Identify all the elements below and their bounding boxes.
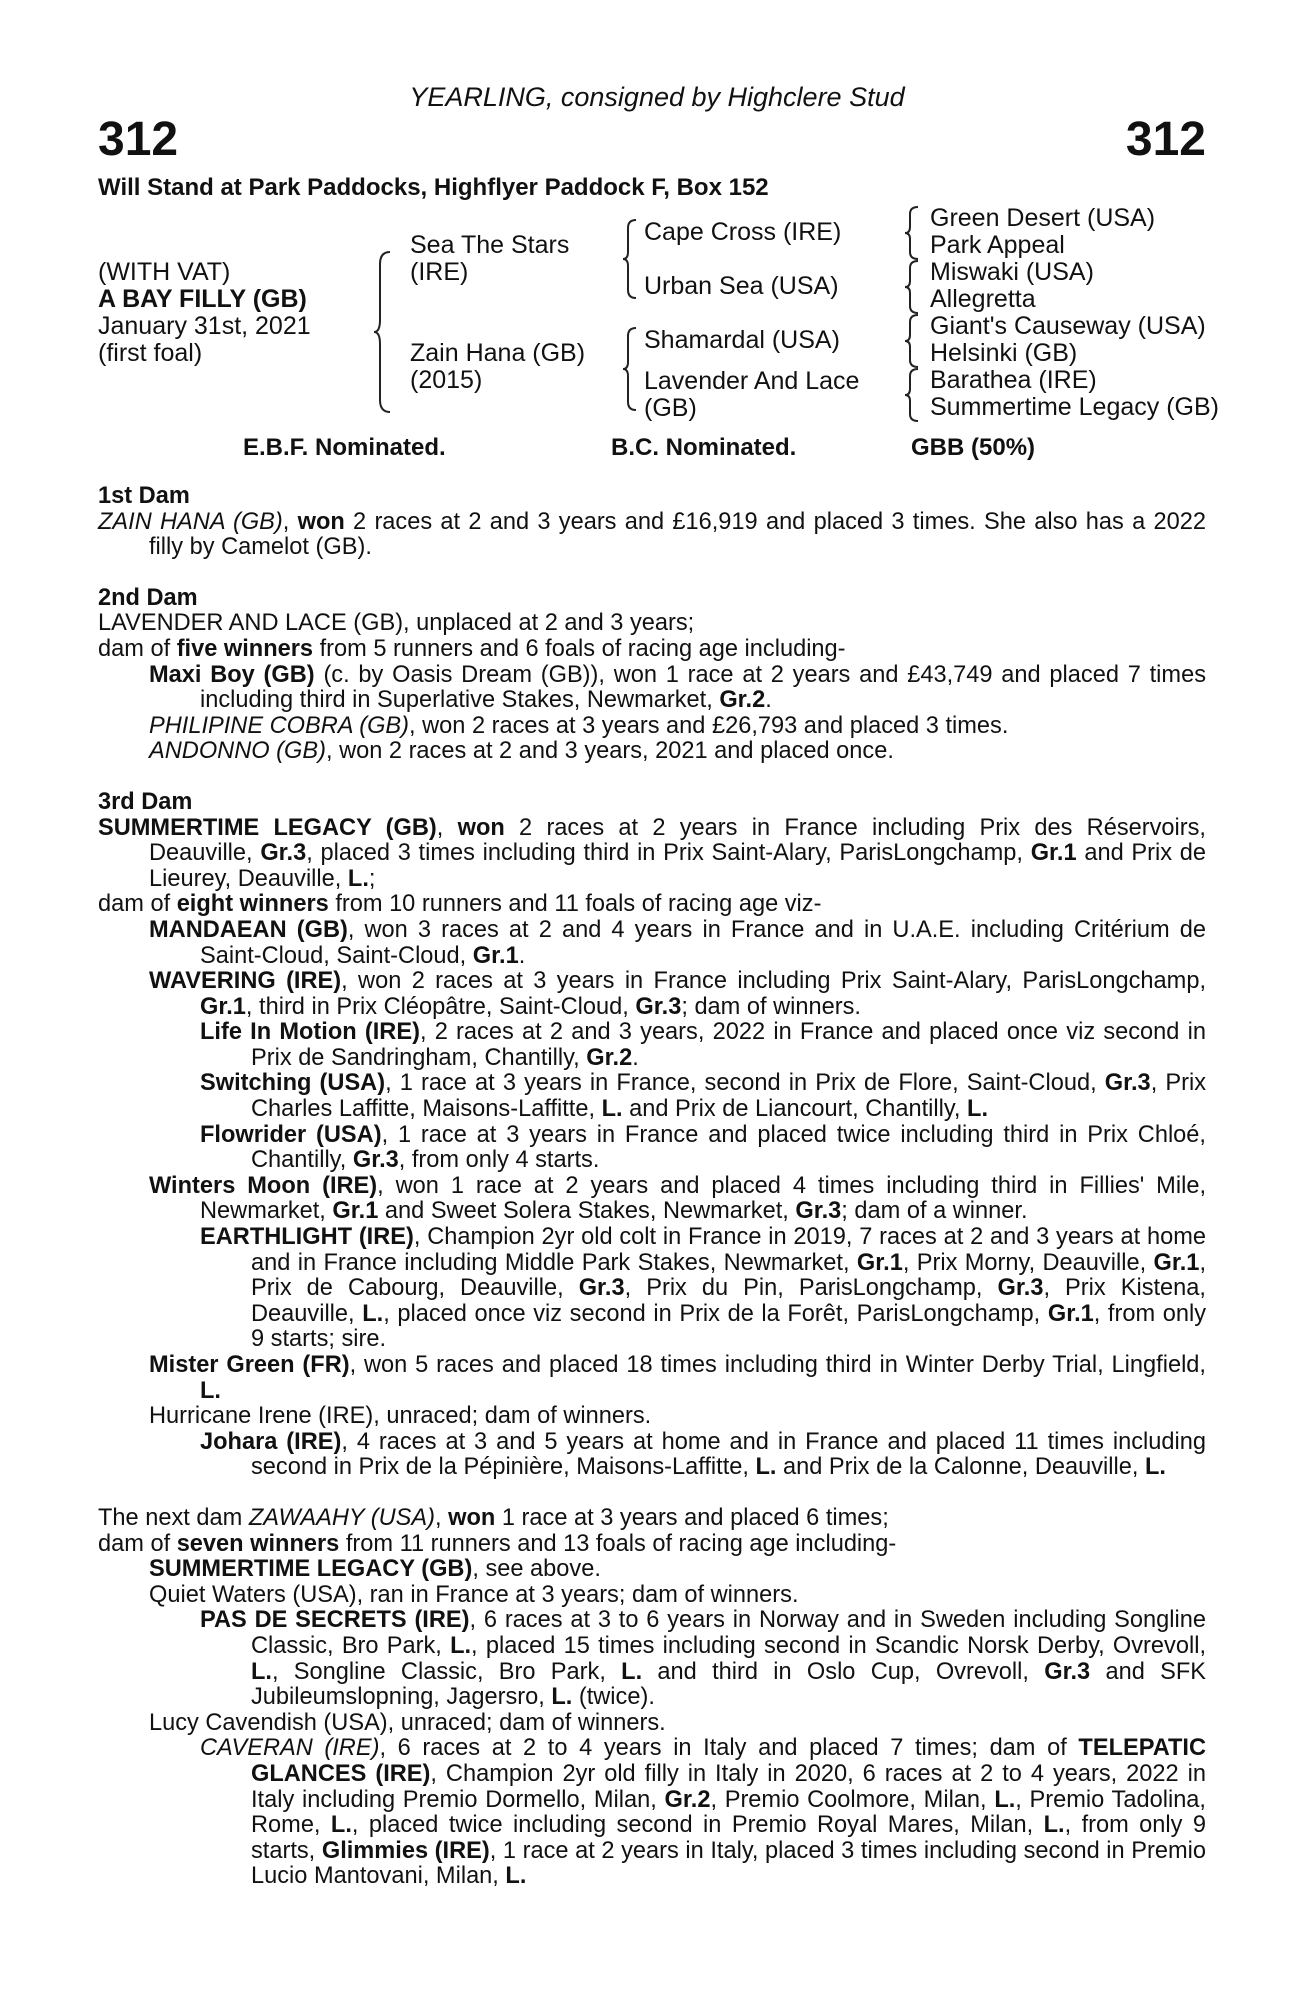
dam-name: Zain Hana (GB) — [410, 339, 586, 367]
second-dam-heading: 2nd Dam — [98, 584, 198, 611]
horse-note: (first foal) — [98, 339, 203, 367]
progeny-mandaean: MANDAEAN (GB), won 3 races at 2 and 4 years in France and in U.A.E. including Critérium de Saint-Cloud, Saint-Cloud, Gr.1. — [149, 916, 1206, 969]
dam-dam-line1: Lavender And Lace — [644, 367, 860, 395]
brace-ds — [904, 313, 920, 369]
first-dam-entry: ZAIN HANA (GB), won 2 races at 2 and 3 years and £16,919 and placed 3 times. She also has a 2022 filly by Camelot (GB). — [98, 508, 1206, 561]
third-dam-entry: SUMMERTIME LEGACY (GB), won 2 races at 2 years in France including Prix des Réservoirs, Deauville, Gr.3, placed 3 times including third in Prix Saint-Alary, ParisLongchamp, Gr.1 and Prix de Lieurey, Deauville, L.; — [98, 814, 1206, 892]
progeny-maxi-boy: Maxi Boy (GB) (c. by Oasis Dream (GB)), won 1 race at 2 years and £43,749 and placed 7 times including third in Superlative Stakes, Newmarket, Gr.2. — [149, 661, 1206, 714]
consignor-line: YEARLING, consigned by Highclere Stud — [409, 82, 905, 112]
gen3-sds: Miswaki (USA) — [930, 258, 1094, 286]
stand-location: Will Stand at Park Paddocks, Highflyer Paddock F, Box 152 — [98, 174, 769, 201]
gen3-ssd: Park Appeal — [930, 231, 1065, 259]
progeny-mister-green: Mister Green (FR), won 5 races and placed 18 times including third in Winter Derby Trial, Lingfield, L. — [149, 1352, 1206, 1404]
sire-brace — [622, 218, 638, 300]
brace-sd — [904, 259, 920, 315]
progeny-lucy-cavendish: Lucy Cavendish (USA), unraced; dam of winners. — [149, 1709, 666, 1736]
gen3-sdd: Allegretta — [930, 285, 1036, 313]
first-dam-heading: 1st Dam — [98, 483, 190, 509]
progeny-andonno: ANDONNO (GB), won 2 races at 2 and 3 years, 2021 and placed once. — [149, 738, 894, 765]
progeny-summertime-legacy: SUMMERTIME LEGACY (GB), see above. — [149, 1556, 601, 1583]
second-dam-produce: dam of five winners from 5 runners and 6 foals of racing age including- — [98, 635, 846, 662]
progeny-hurricane-irene: Hurricane Irene (IRE), unraced; dam of winners. — [149, 1403, 652, 1430]
lot-number-left: 312 — [98, 113, 179, 166]
gbb-rating: GBB (50%) — [911, 434, 1036, 461]
dam-year: (2015) — [410, 366, 483, 394]
gen3-ddd: Summertime Legacy (GB) — [930, 393, 1219, 421]
gen3-dss: Giant's Causeway (USA) — [930, 312, 1206, 340]
brace-dd — [904, 367, 920, 423]
gen3-dsd: Helsinki (GB) — [930, 339, 1078, 367]
catalogue-body — [98, 484, 1206, 1890]
progeny-flowrider: Flowrider (USA), 1 race at 3 years in France and placed twice including third in Prix Chloé, Chantilly, Gr.3, from only 4 starts. — [200, 1121, 1206, 1174]
sire-name: Sea The Stars — [410, 231, 570, 259]
sire-dam: Urban Sea (USA) — [644, 272, 839, 300]
progeny-caveran: CAVERAN (IRE), 6 races at 2 to 4 years in Italy and placed 7 times; dam of TELEPATIC GLANCES (IRE), Champion 2yr old filly in Italy in 2020, 6 races at 2 to 4 years, 2022 in Italy including Premio Dormello, Milan, Gr.2, Premio Coolmore, Milan, L., Premio Tadolina, Rome, L., placed twice including second in Premio Royal Mares, Milan, L., from only 9 starts, Glimmies (IRE), 1 race at 2 years in Italy, placed 3 times including second in Premio Lucio Mantovani, Milan, L. — [200, 1735, 1207, 1890]
sire-origin: (IRE) — [410, 258, 469, 286]
progeny-quiet-waters: Quiet Waters (USA), ran in France at 3 years; dam of winners. — [149, 1581, 799, 1608]
progeny-earthlight: EARTHLIGHT (IRE), Champion 2yr old colt in France in 2019, 7 races at 2 and 3 years at home and in France including Middle Park Stakes, Newmarket, Gr.1, Prix Morny, Deauville, Gr.1, Prix de Cabourg, Deauville, Gr.3, Prix du Pin, ParisLongchamp, Gr.3, Prix Kistena, Deauville, L., placed once viz second in Prix de la Forêt, ParisLongchamp, Gr.1, from only 9 starts; sire. — [200, 1224, 1207, 1353]
gen3-dds: Barathea (IRE) — [930, 366, 1097, 394]
progeny-philipine-cobra: PHILIPINE COBRA (GB), won 2 races at 3 years and £26,793 and placed 3 times. — [149, 712, 1009, 739]
ebf-nomination: E.B.F. Nominated. — [243, 434, 446, 461]
dam-brace — [622, 326, 638, 412]
progeny-winters-moon: Winters Moon (IRE), won 1 race at 2 years and placed 4 times including third in Fillies' Mile, Newmarket, Gr.1 and Sweet Solera Stakes, Newmarket, Gr.3; dam of a winner. — [149, 1172, 1206, 1225]
third-dam-heading: 3rd Dam — [98, 788, 193, 815]
horse-name: A BAY FILLY (GB) — [98, 285, 307, 313]
sire-sire: Cape Cross (IRE) — [644, 218, 842, 246]
dam-dam-line2: (GB) — [644, 394, 697, 422]
bc-nomination: B.C. Nominated. — [611, 434, 797, 461]
brace-ss — [904, 205, 920, 261]
next-dam-produce: dam of seven winners from 11 runners and 13 foals of racing age including- — [98, 1530, 897, 1557]
progeny-wavering: WAVERING (IRE), won 2 races at 3 years in France including Prix Saint-Alary, ParisLongchamp, Gr.1, third in Prix Cléopâtre, Saint-Cloud, Gr.3; dam of winners. — [149, 968, 1206, 1020]
progeny-pas-de-secrets: PAS DE SECRETS (IRE), 6 races at 3 to 6 years in Norway and in Sweden including Songline Classic, Bro Park, L., placed 15 times including second in Scandic Norsk Derby, Ovrevoll, L., Songline Classic, Bro Park, L. and third in Oslo Cup, Ovrevoll, Gr.3 and SFK Jubileumslopning, Jagersro, L. (twice). — [200, 1607, 1206, 1711]
gen3-sss: Green Desert (USA) — [930, 204, 1156, 232]
dam-sire: Shamardal (USA) — [644, 326, 840, 354]
third-dam-produce: dam of eight winners from 10 runners and 11 foals of racing age viz- — [98, 891, 822, 918]
progeny-switching: Switching (USA), 1 race at 3 years in France, second in Prix de Flore, Saint-Cloud, Gr.3, Prix Charles Laffitte, Maisons-Laffitte, L. and Prix de Liancourt, Chantilly, L. — [200, 1070, 1207, 1123]
next-dam-entry: The next dam ZAWAAHY (USA), won 1 race at 3 years and placed 6 times; — [98, 1504, 889, 1531]
lot-number-right: 312 — [1125, 113, 1206, 166]
horse-dob: January 31st, 2021 — [98, 312, 311, 340]
progeny-life-in-motion: Life In Motion (IRE), 2 races at 2 and 3 years, 2022 in France and placed once viz second in Prix de Sandringham, Chantilly, Gr.2. — [200, 1019, 1206, 1071]
second-dam-line: LAVENDER AND LACE (GB), unplaced at 2 and 3 years; — [98, 610, 695, 637]
pedigree-brace — [372, 250, 392, 415]
progeny-johara: Johara (IRE), 4 races at 3 and 5 years at home and in France and placed 11 times including second in Prix de la Pépinière, Maisons-Laffitte, L. and Prix de la Calonne, Deauville, L. — [200, 1428, 1206, 1481]
vat-note: (WITH VAT) — [98, 258, 231, 286]
